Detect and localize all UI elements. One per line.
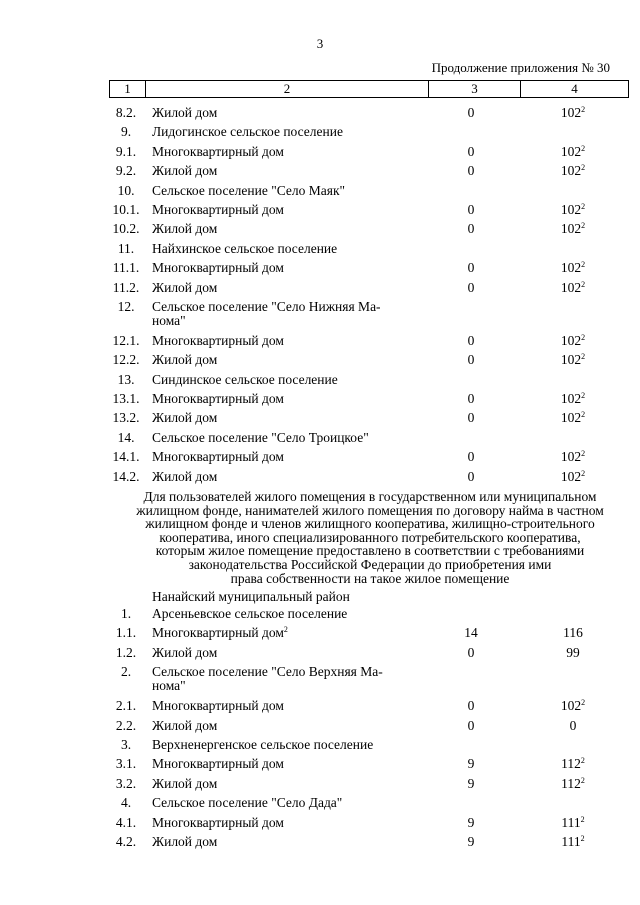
row-name-text: Синдинское сельское поселение (152, 371, 338, 387)
row-value-col4-text: 99 (566, 644, 580, 660)
row-value-col4-text: 112 (561, 756, 581, 772)
footnote-mark: 2 (581, 143, 586, 153)
row-value-col3: 0 (467, 468, 475, 484)
section-heading-paragraph (100, 490, 640, 585)
row-value-col3: 0 (467, 201, 475, 217)
row-value-col4-text: 102 (560, 449, 582, 465)
row-value-col4 (518, 200, 628, 219)
table-row (0, 716, 640, 735)
footnote-mark: 2 (581, 332, 586, 342)
footnote-mark: 2 (580, 756, 585, 766)
row-value-col3: 9 (467, 814, 475, 830)
footnote-mark: 2 (581, 105, 586, 114)
row-name (152, 200, 422, 219)
row-value-col4-text: 102 (560, 105, 582, 120)
row-value-col4-text: 102 (560, 143, 582, 159)
row-value-col4-text: 102 (560, 698, 582, 714)
row-value-col4-text: 111 (561, 833, 581, 849)
footnote-mark: 2 (581, 391, 586, 401)
footnote-mark: 2 (581, 698, 586, 708)
row-name-text: Многоквартирный дом (152, 449, 284, 465)
row-number: 4. (120, 795, 132, 811)
paragraph-line: права собственности на такое жилое помещение (230, 570, 510, 586)
table-row (0, 662, 640, 696)
row-name (152, 258, 422, 277)
row-value-col4 (518, 389, 628, 408)
row-value-col4 (518, 774, 628, 793)
row-number: 8.2. (115, 105, 137, 120)
footnote-mark: 2 (581, 279, 586, 289)
row-name (152, 623, 422, 642)
row-value-col4-text: 112 (561, 775, 581, 791)
table-row (0, 200, 640, 219)
row-name-text: Многоквартирный дом (152, 625, 284, 641)
row-value-col4 (518, 696, 628, 715)
row-number: 1.2. (115, 644, 137, 660)
row-name-text: Жилой дом (152, 163, 218, 179)
table-row (0, 278, 640, 297)
row-name (152, 604, 422, 623)
row-name (152, 696, 422, 715)
table-row (0, 219, 640, 238)
row-name-text: Жилой дом (152, 644, 218, 660)
row-number: 13.2. (112, 410, 140, 426)
row-value-col3: 0 (467, 105, 475, 120)
row-name (152, 181, 422, 200)
table-row (0, 604, 640, 623)
table-row (0, 643, 640, 662)
row-name-text: Жилой дом (152, 775, 218, 791)
row-name-text: Жилой дом (152, 279, 218, 295)
row-value-col4-text: 102 (560, 163, 582, 179)
row-name-text: Жилой дом (152, 352, 218, 368)
row-value-col4 (518, 716, 628, 735)
row-value-col4-text: 102 (560, 201, 582, 217)
table-row (0, 813, 640, 832)
row-name (152, 813, 422, 832)
row-name-text: Многоквартирный дом (152, 756, 284, 772)
row-value-col3: 9 (467, 833, 475, 849)
table-row (0, 331, 640, 350)
row-name-text: Сельское поселение "Село Троицкое" (152, 429, 369, 445)
row-number: 1. (120, 606, 132, 621)
row-value-col4 (518, 331, 628, 350)
footnote-mark: 2 (580, 814, 585, 824)
row-value-col3: 0 (467, 163, 475, 179)
table-row (0, 350, 640, 369)
row-value-col4-text: 102 (560, 391, 582, 407)
row-value-col4-text: 111 (561, 814, 581, 830)
row-number: 3.2. (115, 775, 137, 791)
row-name (152, 428, 422, 447)
table-section-1 (0, 103, 640, 486)
row-name-text: Арсеньевское сельское поселение (152, 606, 348, 621)
row-value-col4 (518, 408, 628, 427)
row-number: 10. (117, 182, 135, 198)
row-number: 2.2. (115, 717, 137, 733)
paragraph-line: Для пользователей жилого помещения в государственном или муниципальном (143, 489, 597, 504)
row-name-text: Многоквартирный дом (152, 332, 284, 348)
paragraph-line: жилищном фонде и членов жилищного кооператива, жилищно-строительного (145, 516, 595, 532)
table-row (0, 754, 640, 773)
table-row (0, 735, 640, 754)
row-value-col4 (518, 754, 628, 773)
page-number: 3 (316, 36, 324, 51)
table-section-2 (0, 604, 640, 851)
row-value-col4 (518, 161, 628, 180)
row-value-col4 (518, 643, 628, 662)
district-title: Нанайский муниципальный район (152, 589, 350, 604)
table-row (0, 428, 640, 447)
row-number: 12.1. (112, 332, 140, 348)
row-value-col4 (518, 219, 628, 238)
row-name-text: Жилой дом (152, 410, 218, 426)
row-value-col4 (518, 467, 628, 486)
footnote-mark: 2 (581, 201, 586, 211)
row-value-col4 (518, 258, 628, 277)
row-number: 12.2. (112, 352, 140, 368)
row-value-col3: 0 (467, 260, 475, 276)
row-value-col4-text: 102 (560, 352, 582, 368)
table-row (0, 389, 640, 408)
row-number: 14.2. (112, 468, 140, 484)
table-row (0, 181, 640, 200)
footnote-mark: 2 (581, 260, 586, 270)
row-name (152, 300, 422, 328)
table-row (0, 239, 640, 258)
row-name (152, 142, 422, 161)
header-col-3: 3 (429, 81, 521, 97)
row-value-col3: 9 (467, 756, 475, 772)
row-name-text: Жилой дом (152, 468, 218, 484)
row-name (152, 331, 422, 350)
row-name (152, 643, 422, 662)
row-name-text: Многоквартирный дом (152, 814, 284, 830)
table-header (109, 80, 629, 98)
footnote-mark: 2 (581, 468, 586, 478)
table-row (0, 832, 640, 851)
row-value-col3: 0 (467, 391, 475, 407)
row-name-text: Многоквартирный дом (152, 201, 284, 217)
row-name-text: Жилой дом (152, 833, 218, 849)
row-name (152, 447, 422, 466)
row-value-col4 (518, 142, 628, 161)
row-number: 11.1. (112, 260, 140, 276)
row-number: 13. (117, 371, 135, 387)
table-row (0, 122, 640, 141)
row-name (152, 103, 422, 122)
table-row (0, 370, 640, 389)
footnote-mark: 2 (580, 775, 585, 785)
table-row (0, 447, 640, 466)
row-name-text: Сельское поселение "Село Маяк" (152, 182, 346, 198)
header-col-2: 2 (146, 81, 429, 97)
row-name-text: Сельское поселение "Село Дада" (152, 795, 343, 811)
row-number: 13.1. (112, 391, 140, 407)
row-number: 4.1. (115, 814, 137, 830)
row-name (152, 774, 422, 793)
footnote-mark: 2 (581, 410, 586, 420)
paragraph-line: законодательства Российской Федерации до приобретения ими (188, 556, 552, 572)
row-name (152, 716, 422, 735)
row-value-col3: 0 (467, 717, 475, 733)
table-row (0, 161, 640, 180)
row-number: 9.1. (115, 143, 137, 159)
row-value-col4-text: 102 (560, 468, 582, 484)
table-row (0, 696, 640, 715)
continuation-caption: Продолжение приложения № 30 (431, 60, 610, 75)
row-value-col4-text: 102 (560, 410, 582, 426)
row-value-col4-text: 102 (560, 332, 582, 348)
row-name (152, 754, 422, 773)
footnote-mark: 2 (581, 163, 586, 173)
row-value-col3: 9 (467, 775, 475, 791)
row-name-text: Жилой дом (152, 105, 218, 120)
row-value-col3: 0 (467, 279, 475, 295)
row-name (152, 239, 422, 258)
table-row (0, 142, 640, 161)
header-col-4: 4 (571, 81, 578, 96)
row-name-text: Многоквартирный дом (152, 260, 284, 276)
footnote-mark: 2 (283, 625, 288, 635)
paragraph-line: которым жилое помещение предоставлено в соответствии с требованиями (155, 543, 585, 559)
paragraph-line: жилищном фонде, нанимателей жилого помещения по договору найма в частном (136, 502, 604, 518)
row-value-col4 (518, 278, 628, 297)
row-name-text: Многоквартирный дом (152, 698, 284, 714)
row-number: 4.2. (115, 833, 137, 849)
row-value-col3: 14 (464, 625, 478, 641)
row-name (152, 122, 422, 141)
row-name (152, 278, 422, 297)
row-value-col4-text: 102 (560, 221, 582, 237)
row-number: 11. (117, 240, 135, 256)
row-value-col4 (518, 447, 628, 466)
table-row (0, 793, 640, 812)
table-row (0, 774, 640, 793)
row-number: 14.1. (112, 449, 140, 465)
row-value-col4-text: 102 (560, 260, 582, 276)
header-col-1: 1 (110, 81, 146, 97)
row-value-col4 (518, 623, 628, 642)
row-name-text: Сельское поселение "Село Верхняя Ма- нома" (152, 664, 383, 694)
row-name-text: Лидогинское сельское поселение (152, 124, 343, 140)
row-name (152, 219, 422, 238)
row-value-col4 (518, 813, 628, 832)
row-value-col4 (518, 350, 628, 369)
row-name-text: Сельское поселение "Село Нижняя Ма- нома" (152, 298, 381, 328)
row-value-col3: 0 (467, 449, 475, 465)
table-row (0, 467, 640, 486)
row-value-col3: 0 (467, 644, 475, 660)
row-name (152, 665, 422, 693)
row-number: 10.1. (112, 201, 140, 217)
table-row (0, 623, 640, 642)
row-value-col4-text: 102 (560, 279, 582, 295)
row-number: 12. (117, 298, 135, 314)
row-name (152, 370, 422, 389)
row-name (152, 350, 422, 369)
row-number: 2.1. (115, 698, 137, 714)
table-row (0, 258, 640, 277)
row-number: 14. (117, 429, 135, 445)
row-number: 2. (120, 664, 132, 680)
row-name (152, 735, 422, 754)
row-value-col3: 0 (467, 352, 475, 368)
row-value-col4 (518, 103, 628, 122)
row-value-col3: 0 (467, 332, 475, 348)
footnote-mark: 2 (581, 352, 586, 362)
row-number: 11.2. (112, 279, 140, 295)
row-name (152, 389, 422, 408)
table-row (0, 408, 640, 427)
row-number: 9.2. (115, 163, 137, 179)
row-name (152, 467, 422, 486)
row-number: 3. (120, 736, 132, 752)
row-name (152, 408, 422, 427)
row-name (152, 832, 422, 851)
row-name-text: Найхинское сельское поселение (152, 240, 338, 256)
row-name-text: Многоквартирный дом (152, 143, 284, 159)
row-number: 1.1. (115, 625, 137, 641)
footnote-mark: 2 (581, 221, 586, 231)
row-name-text: Верхненергенское сельское поселение (152, 736, 374, 752)
row-number: 9. (120, 124, 132, 140)
row-value-col3: 0 (467, 221, 475, 237)
row-value-col4-text: 0 (569, 717, 577, 733)
row-value-col3: 0 (467, 143, 475, 159)
paragraph-line: кооператива, иного специализированного потребительского кооператива, (159, 529, 581, 545)
row-value-col4-text: 116 (563, 625, 583, 641)
row-value-col3: 0 (467, 698, 475, 714)
row-value-col4 (518, 832, 628, 851)
row-name (152, 161, 422, 180)
footnote-mark: 2 (581, 449, 586, 459)
row-value-col3: 0 (467, 410, 475, 426)
row-number: 10.2. (112, 221, 140, 237)
row-name (152, 793, 422, 812)
row-name-text: Жилой дом (152, 717, 218, 733)
row-name-text: Жилой дом (152, 221, 218, 237)
footnote-mark: 2 (580, 833, 585, 843)
row-name-text: Многоквартирный дом (152, 391, 284, 407)
table-row (0, 103, 640, 122)
table-row (0, 297, 640, 331)
row-number: 3.1. (115, 756, 137, 772)
